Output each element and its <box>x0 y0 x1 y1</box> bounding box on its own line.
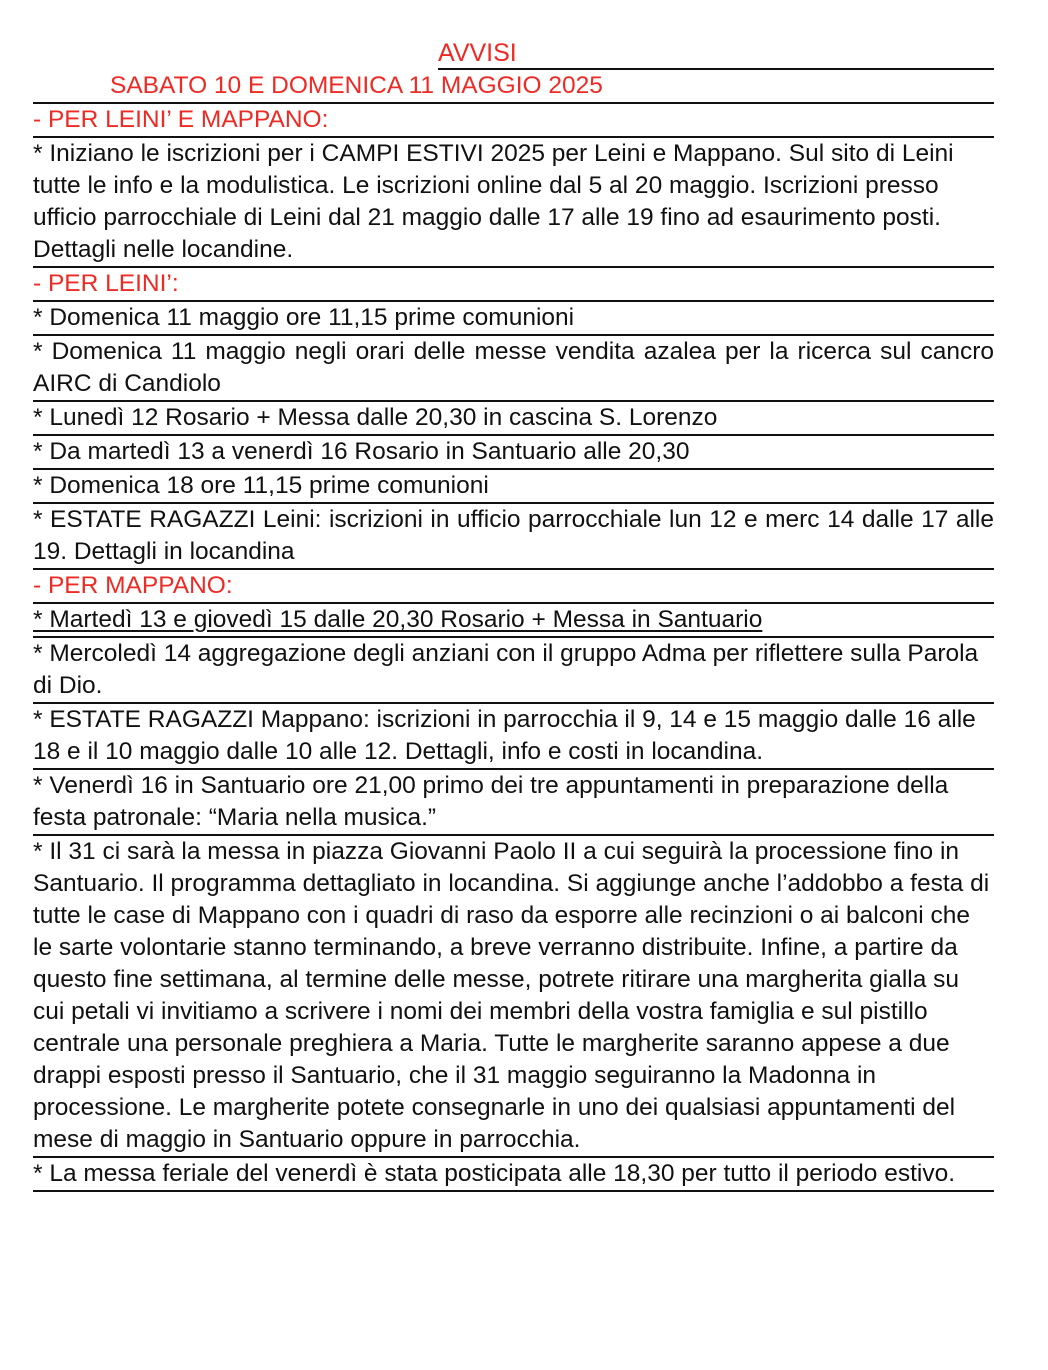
date-heading: SABATO 10 E DOMENICA 11 MAGGIO 2025 <box>33 70 994 104</box>
notice-page <box>33 36 994 1192</box>
notice-leini-rosario-cascina: * Lunedì 12 Rosario + Messa dalle 20,30 in cascina S. Lorenzo <box>33 402 994 436</box>
notice-mappano-maria-musica: * Venerdì 16 in Santuario ore 21,00 primo dei tre appuntamenti in preparazione della festa patronale: “Maria nella musica.” <box>33 770 994 836</box>
notice-mappano-rosario-messa <box>33 604 994 638</box>
notice-leini-rosario-santuario: * Da martedì 13 a venerdì 16 Rosario in Santuario alle 20,30 <box>33 436 994 470</box>
section-heading-mappano: - PER MAPPANO: <box>33 570 994 604</box>
notice-leini-comunioni-18: * Domenica 18 ore 11,15 prime comunioni <box>33 470 994 504</box>
section-heading-leini: - PER LEINI’: <box>33 268 994 302</box>
notice-mappano-rosario-messa-text: * Martedì 13 e giovedì 15 dalle 20,30 Rosario + Messa in Santuario <box>33 606 763 633</box>
notice-mappano-messa-feriale: * La messa feriale del venerdì è stata posticipata alle 18,30 per tutto il periodo estivo. <box>33 1158 994 1192</box>
title-rule <box>438 68 994 70</box>
title-block <box>33 36 994 70</box>
notice-mappano-estate-ragazzi: * ESTATE RAGAZZI Mappano: iscrizioni in parrocchia il 9, 14 e 15 maggio dalle 16 alle 18 e il 10 maggio dalle 10 alle 12. Dettagli, info e costi in locandina. <box>33 704 994 770</box>
notice-leini-azalea: * Domenica 11 maggio negli orari delle messe vendita azalea per la ricerca sul cancro AIRC di Candiolo <box>33 336 994 402</box>
notice-campi-estivi: * Iniziano le iscrizioni per i CAMPI ESTIVI 2025 per Leini e Mappano. Sul sito di Leini tutte le info e la modulistica. Le iscrizioni online dal 5 al 20 maggio. Iscrizioni presso ufficio parrocchiale di Leini dal 21 maggio dalle 17 alle 19 fino ad esaurimento posti. Dettagli nelle locandine. <box>33 138 994 268</box>
notice-mappano-anziani: * Mercoledì 14 aggregazione degli anziani con il gruppo Adma per riflettere sulla Parola di Dio. <box>33 638 994 704</box>
notice-leini-comunioni-11: * Domenica 11 maggio ore 11,15 prime comunioni <box>33 302 994 336</box>
notice-mappano-festa-patronale: * Il 31 ci sarà la messa in piazza Giovanni Paolo II a cui seguirà la processione fino in Santuario. Il programma dettagliato in locandina. Si aggiunge anche l’addobbo a festa di tutte le case di Mappano con i quadri di raso da esporre alle recinzioni o ai balconi che le sarte volontarie stanno terminando, a breve verranno distribuite. Infine, a partire da questo fine settimana, al termine delle messe, potrete ritirare una margherita gialla su cui petali vi invitiamo a scrivere i nomi dei membri della vostra famiglia e sul pistillo centrale una personale preghiera a Maria. Tutte le margherite saranno appese a due drappi esposti presso il Santuario, che il 31 maggio seguiranno la Madonna in processione. Le margherite potete consegnarle in uno dei qualsiasi appuntamenti del mese di maggio in Santuario oppure in parrocchia. <box>33 836 994 1158</box>
notice-leini-estate-ragazzi: * ESTATE RAGAZZI Leini: iscrizioni in ufficio parrocchiale lun 12 e merc 14 dalle 17 alle 19. Dettagli in locandina <box>33 504 994 570</box>
page-title: AVVISI <box>438 39 517 67</box>
section-heading-leini-mappano: - PER LEINI’ E MAPPANO: <box>33 104 994 138</box>
